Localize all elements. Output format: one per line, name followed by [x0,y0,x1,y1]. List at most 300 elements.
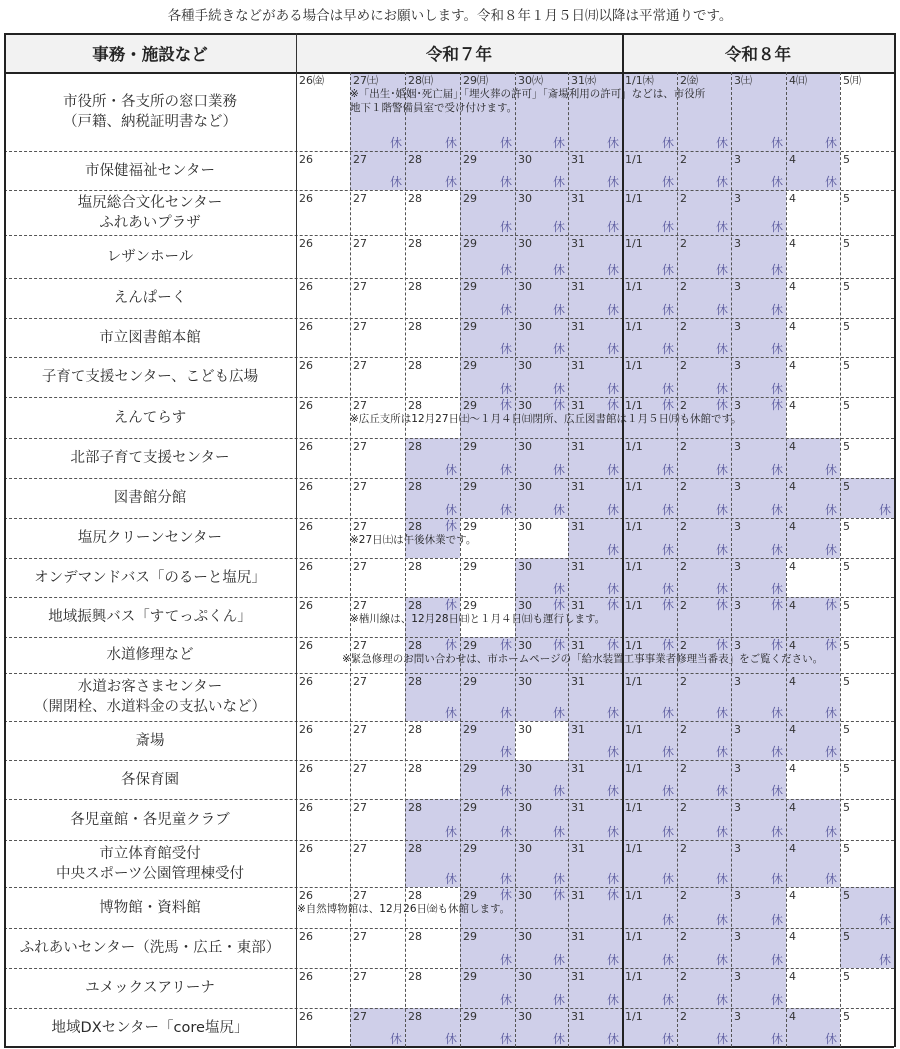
day-cell [731,478,786,518]
day-label: 26 [299,930,313,943]
day-cell [568,478,622,518]
day-label: 2 [680,723,687,736]
closed-mark: 休 [824,543,837,557]
closed-mark: 休 [499,463,512,477]
closed-mark: 休 [661,825,674,839]
day-label: 4 [789,762,796,775]
day-label: 26 [299,842,313,855]
day-cell [405,438,460,478]
closed-mark: 休 [606,953,619,967]
day-label: 4 [789,723,796,736]
day-label: 1/1 [625,480,643,493]
row-divider [4,278,894,280]
day-cell [460,558,515,597]
day-cell [350,928,405,968]
table-border-right [894,33,897,1047]
closed-mark: 休 [661,872,674,886]
day-cell [515,151,568,190]
day-label: 27 [353,480,367,493]
day-cell [460,190,515,235]
day-label: 2 [680,1010,687,1023]
closed-mark: 休 [661,598,674,612]
day-cell [568,72,622,151]
day-cell [677,673,731,721]
day-cell [840,357,894,397]
closed-mark: 休 [715,543,728,557]
closed-mark: 休 [770,382,783,396]
day-label: 4 [789,320,796,333]
day-cell [568,721,622,760]
day-cell [786,760,840,799]
day-cell [350,721,405,760]
day-cell [460,438,515,478]
day-label: 2 [680,930,687,943]
day-label: 3 [734,153,741,166]
row-divider [4,1008,894,1010]
closed-mark: 休 [878,913,891,927]
day-label: 28 [408,842,422,855]
closed-mark: 休 [824,136,837,150]
day-label: 2 [680,560,687,573]
day-label: 5 [843,639,850,652]
day-label: 30 [518,801,532,814]
footnote: ※「出生･婚姻･死亡届」「埋火葬の許可」「斎場利用の許可」などは、市役所 [350,88,706,100]
day-cell [405,190,460,235]
day-cell [786,235,840,278]
closed-mark: 休 [444,463,457,477]
day-label: 3 [734,480,741,493]
day-cell [622,721,677,760]
day-label: 3 [734,560,741,573]
day-cell [460,278,515,318]
day-label: 26 [299,520,313,533]
closed-mark: 休 [444,519,457,533]
day-cell [840,887,894,928]
day-label: 3 [734,520,741,533]
facility-name: 水道修理など [106,647,194,663]
day-cell [405,235,460,278]
day-cell [568,887,622,928]
day-label: 29 [463,399,477,412]
day-label: 2 [680,675,687,688]
closed-mark: 休 [552,220,565,234]
closed-mark: 休 [552,398,565,412]
day-cell [731,721,786,760]
closed-mark: 休 [715,784,728,798]
day-cell [840,478,894,518]
day-cell [840,928,894,968]
closed-mark: 休 [824,1032,837,1046]
day-cell [677,318,731,357]
closed-mark: 休 [499,382,512,396]
closed-mark: 休 [499,1032,512,1046]
day-label: 27 [353,723,367,736]
day-cell [568,558,622,597]
day-label: 26 [299,359,313,372]
closed-mark: 休 [715,913,728,927]
day-cell [296,478,350,518]
day-label: 1/1 [625,639,643,652]
day-cell [515,760,568,799]
day-cell [515,558,568,597]
day-cell [460,760,515,799]
closed-mark: 休 [444,1032,457,1046]
day-label: 31 [571,675,585,688]
closed-mark: 休 [606,398,619,412]
day-label: 30 [518,889,532,902]
closed-mark: 休 [606,706,619,720]
day-cell [622,1008,677,1047]
closed-mark: 休 [606,503,619,517]
day-label: 1/1 [625,675,643,688]
closed-mark: 休 [606,784,619,798]
closed-mark: 休 [606,303,619,317]
closed-mark: 休 [661,745,674,759]
day-label: 31 [571,723,585,736]
day-label: 5 [843,359,850,372]
closed-mark: 休 [389,175,402,189]
day-cell [460,151,515,190]
footnote: ※自然博物館は、12月26日㈮も休館します。 [297,903,511,915]
day-cell [296,928,350,968]
day-label: 27 [353,599,367,612]
day-label: 5 [843,723,850,736]
day-label: 27 [353,675,367,688]
closed-mark: 休 [499,993,512,1007]
day-cell [350,278,405,318]
day-cell [786,357,840,397]
day-divider [731,72,733,1047]
day-label: 3㈯ [734,74,752,87]
day-label: 5 [843,280,850,293]
day-cell [296,721,350,760]
closed-mark: 休 [499,263,512,277]
closed-mark: 休 [715,220,728,234]
day-cell [840,318,894,357]
day-cell [515,968,568,1008]
day-cell [568,968,622,1008]
day-cell [568,799,622,840]
day-label: 30 [518,1010,532,1023]
day-label: 2 [680,192,687,205]
day-label: 4 [789,280,796,293]
day-cell [568,1008,622,1047]
day-label: 27 [353,399,367,412]
day-cell [840,637,894,673]
day-cell [622,357,677,397]
closed-mark: 休 [770,543,783,557]
day-cell [405,318,460,357]
closed-mark: 休 [770,175,783,189]
day-cell [296,318,350,357]
day-cell [515,318,568,357]
day-cell [677,721,731,760]
day-label: 3 [734,440,741,453]
day-cell [731,318,786,357]
day-divider [350,72,352,1047]
table-border-header [4,72,894,75]
day-cell [786,438,840,478]
day-label: 27 [353,359,367,372]
day-label: 4 [789,675,796,688]
closed-mark: 休 [606,463,619,477]
day-divider [840,72,842,1047]
day-label: 31 [571,560,585,573]
day-label: 30 [518,762,532,775]
day-label: 27 [353,639,367,652]
day-label: 5 [843,599,850,612]
facility-name: ユメックスアリーナ [85,980,215,996]
day-label: 1/1 [625,723,643,736]
day-label: 31 [571,480,585,493]
day-cell [515,357,568,397]
closed-mark: 休 [606,382,619,396]
day-cell [515,235,568,278]
day-cell [840,397,894,438]
closed-mark: 休 [661,342,674,356]
day-cell [622,72,677,151]
day-cell [786,151,840,190]
closed-mark: 休 [499,342,512,356]
day-cell [840,151,894,190]
day-label: 31 [571,280,585,293]
day-label: 29 [463,237,477,250]
day-label: 26 [299,801,313,814]
closed-mark: 休 [661,303,674,317]
day-cell [350,760,405,799]
day-label: 29 [463,723,477,736]
day-cell [296,968,350,1008]
day-cell [677,887,731,928]
day-label: 3 [734,237,741,250]
closed-mark: 休 [606,825,619,839]
day-divider [515,72,517,1047]
day-cell [296,397,350,438]
closed-mark: 休 [389,136,402,150]
day-cell [786,928,840,968]
row-divider [4,558,894,560]
closed-mark: 休 [770,303,783,317]
closed-mark: 休 [715,382,728,396]
day-label: 2 [680,842,687,855]
day-cell [515,478,568,518]
day-cell [515,840,568,887]
day-label: 5 [843,842,850,855]
day-cell [677,357,731,397]
day-cell [840,278,894,318]
day-label: 27 [353,970,367,983]
notice-text: 各種手続きなどがある場合は早めにお願いします。令和８年１月５日㈪以降は平常通りです。 [167,8,733,24]
closed-mark: 休 [606,342,619,356]
day-cell [731,799,786,840]
day-label: 28 [408,889,422,902]
day-cell [840,760,894,799]
closed-mark: 休 [499,745,512,759]
day-label: 4 [789,480,796,493]
day-cell [350,673,405,721]
day-cell [731,760,786,799]
day-cell [731,1008,786,1047]
table-border-top [4,33,894,36]
day-label: 26㈮ [299,74,324,87]
day-label: 26 [299,1010,313,1023]
day-label: 5 [843,153,850,166]
facility-name: 水道お客さまセンター （開閉栓、水道料金の支払いなど） [34,679,266,715]
day-cell [568,518,622,558]
day-cell [731,518,786,558]
day-label: 26 [299,320,313,333]
day-cell [568,840,622,887]
closed-mark: 休 [715,263,728,277]
closed-mark: 休 [661,382,674,396]
day-cell [622,928,677,968]
day-cell [677,278,731,318]
day-cell [405,558,460,597]
closed-mark: 休 [444,638,457,652]
closed-mark: 休 [770,398,783,412]
closed-mark: 休 [770,220,783,234]
year-divider [622,33,625,1047]
day-cell [622,887,677,928]
day-label: 4㈰ [789,74,807,87]
closed-mark: 休 [715,993,728,1007]
day-cell [786,1008,840,1047]
day-label: 28 [408,440,422,453]
day-label: 27 [353,280,367,293]
closed-mark: 休 [770,582,783,596]
closed-mark: 休 [661,463,674,477]
day-cell [515,190,568,235]
day-label: 27 [353,192,367,205]
day-label: 1/1 [625,153,643,166]
day-cell [568,760,622,799]
day-label: 29 [463,153,477,166]
closed-mark: 休 [770,784,783,798]
day-label: 29 [463,1010,477,1023]
day-label: 4 [789,639,796,652]
closed-mark: 休 [499,503,512,517]
closed-mark: 休 [824,745,837,759]
day-label: 5 [843,480,850,493]
day-cell [350,318,405,357]
closed-mark: 休 [552,872,565,886]
day-label: 29 [463,280,477,293]
closed-mark: 休 [770,745,783,759]
day-cell [731,278,786,318]
day-cell [786,518,840,558]
day-cell [840,597,894,637]
day-cell [296,1008,350,1047]
closed-mark: 休 [444,872,457,886]
day-cell [622,760,677,799]
day-label: 26 [299,153,313,166]
closed-mark: 休 [552,784,565,798]
day-cell [515,278,568,318]
day-label: 30 [518,280,532,293]
day-cell [622,151,677,190]
day-label: 1/1 [625,440,643,453]
day-cell [840,190,894,235]
day-cell [460,968,515,1008]
closed-mark: 休 [499,398,512,412]
day-cell [350,799,405,840]
day-label: 29 [463,930,477,943]
day-label: 3 [734,675,741,688]
day-cell [677,760,731,799]
day-label: 1/1 [625,280,643,293]
day-label: 31 [571,762,585,775]
day-cell [460,928,515,968]
day-cell [786,597,840,637]
day-cell [350,840,405,887]
day-cell [622,190,677,235]
closed-mark: 休 [606,1032,619,1046]
day-cell [786,318,840,357]
closed-mark: 休 [824,825,837,839]
closed-mark: 休 [661,582,674,596]
day-cell [460,673,515,721]
closed-mark: 休 [444,598,457,612]
day-label: 2 [680,970,687,983]
day-label: 26 [299,889,313,902]
day-label: 30 [518,723,532,736]
closed-mark: 休 [552,598,565,612]
day-cell [840,438,894,478]
closed-mark: 休 [715,303,728,317]
day-cell [786,799,840,840]
day-label: 5 [843,1010,850,1023]
day-label: 31 [571,520,585,533]
closed-mark: 休 [499,872,512,886]
day-label: 30 [518,520,532,533]
closed-mark: 休 [606,745,619,759]
day-divider [568,72,570,1047]
day-cell [677,518,731,558]
day-label: 5 [843,970,850,983]
closed-mark: 休 [499,136,512,150]
day-cell [622,278,677,318]
day-label: 30 [518,153,532,166]
day-cell [296,151,350,190]
day-label: 31 [571,359,585,372]
closed-mark: 休 [661,953,674,967]
day-label: 30 [518,675,532,688]
day-label: 27 [353,153,367,166]
row-divider [4,721,894,723]
closed-mark: 休 [661,503,674,517]
closed-mark: 休 [824,463,837,477]
day-cell [677,840,731,887]
day-label: 1/1 [625,192,643,205]
day-label: 27 [353,560,367,573]
day-label: 4 [789,153,796,166]
day-label: 28 [408,359,422,372]
day-cell [515,1008,568,1047]
closed-mark: 休 [499,825,512,839]
day-label: 1/1 [625,801,643,814]
day-cell [622,799,677,840]
day-cell [677,1008,731,1047]
day-cell [296,438,350,478]
day-cell [405,928,460,968]
day-label: 5 [843,520,850,533]
day-label: 26 [299,762,313,775]
closed-mark: 休 [606,175,619,189]
day-label: 26 [299,675,313,688]
row-divider [4,840,894,842]
day-cell [786,190,840,235]
closed-mark: 休 [499,888,512,902]
